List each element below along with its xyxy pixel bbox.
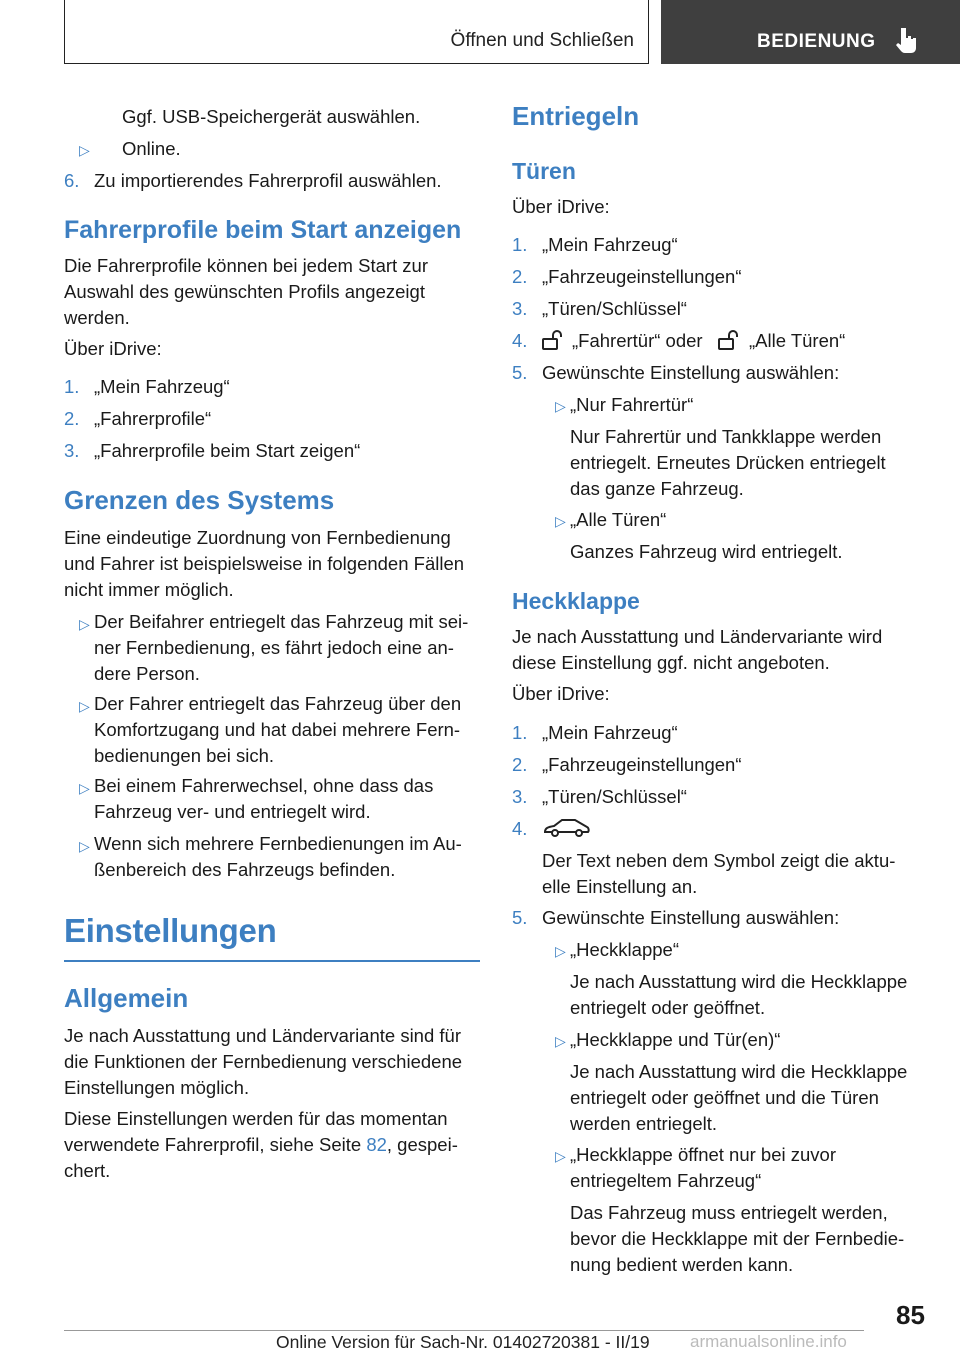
step-number: 4.: [512, 330, 528, 351]
text-line: Über iDrive:: [64, 338, 162, 359]
heading-settings: Einstellungen: [64, 912, 277, 949]
page-number: 85: [896, 1300, 925, 1330]
text-line: Gewünschte Einstellung auswählen:: [542, 907, 840, 928]
car-tailgate-icon: [542, 817, 592, 839]
page-link[interactable]: 82: [366, 1134, 387, 1155]
step-number: 2.: [64, 408, 80, 429]
text-line: „Türen/Schlüssel“: [542, 298, 687, 319]
text-line: Fahrzeug ver- und entriegelt wird.: [94, 801, 371, 822]
header-chapter-title: BEDIENUNG: [757, 31, 876, 52]
text-line: ßenbereich des Fahrzeugs befinden.: [94, 859, 396, 880]
text-line: ner Fernbedienung, es fährt jedoch eine an‐: [94, 637, 454, 658]
text-line: dere Person.: [94, 663, 200, 684]
bullet-triangle-icon: ▷: [555, 1033, 566, 1049]
text-line: elle Einstellung an.: [542, 876, 698, 897]
step-number: 3.: [512, 786, 528, 807]
watermark: armanualsonline.info: [690, 1332, 847, 1351]
unlock-padlock-icon: [542, 330, 564, 350]
text-line: Auswahl des gewünschten Profils angezeigt: [64, 281, 425, 302]
bullet-triangle-icon: ▷: [79, 616, 90, 632]
text-line: werden.: [64, 307, 130, 328]
text-line: Gewünschte Einstellung auswählen:: [542, 362, 840, 383]
text-line: nung bedient werden kann.: [570, 1254, 794, 1275]
text-line: Wenn sich mehrere Fernbedienungen im Au‐: [94, 833, 462, 854]
text-line: Ggf. USB-Speichergerät auswählen.: [122, 106, 421, 127]
text-line: Der Beifahrer entriegelt das Fahrzeug mit sei‐: [94, 611, 469, 632]
step-number: 1.: [64, 376, 80, 397]
heading-general: Allgemein: [64, 983, 189, 1013]
text-line: Der Text neben dem Symbol zeigt die aktu‐: [542, 850, 896, 871]
settings-divider: [64, 960, 480, 962]
text-line: „Fahrzeugeinstellungen“: [542, 266, 742, 287]
text-line: [64, 1132, 458, 1158]
text-line: „Heckklappe“: [570, 939, 679, 960]
text-line: Je nach Ausstattung wird die Heckklappe: [570, 1061, 908, 1082]
text-line: Die Fahrerprofile können bei jedem Start zur: [64, 255, 429, 276]
text-line: nicht immer möglich.: [64, 579, 234, 600]
text-line: Je nach Ausstattung und Ländervariante sind für: [64, 1025, 461, 1046]
text-line: „Türen/Schlüssel“: [542, 786, 687, 807]
text-line: „Alle Türen“: [749, 330, 846, 351]
text-line: bevor die Heckklappe mit der Fernbedie‐: [570, 1228, 905, 1249]
text-line: „Fahrzeugeinstellungen“: [542, 754, 742, 775]
text-line: „Mein Fahrzeug“: [94, 376, 230, 397]
step-number: 6.: [64, 170, 80, 191]
bullet-triangle-icon: ▷: [555, 1148, 566, 1164]
step-number: 4.: [512, 818, 528, 839]
bullet-triangle-icon: ▷: [79, 698, 90, 714]
text-line: Online.: [122, 138, 181, 159]
step-number: 3.: [512, 298, 528, 319]
unlock-padlock-icon: [718, 330, 740, 350]
header-chapter-box: [661, 0, 960, 64]
text-line: „Alle Türen“: [570, 509, 667, 530]
text-line: „Mein Fahrzeug“: [542, 722, 678, 743]
text-line: Je nach Ausstattung wird die Heckklappe: [570, 971, 908, 992]
heading-unlock: Entriegeln: [512, 101, 640, 131]
bullet-triangle-icon: ▷: [555, 513, 566, 529]
text-line: Eine eindeutige Zuordnung von Fernbedienung: [64, 527, 451, 548]
header-section-title: Öffnen und Schließen: [450, 30, 634, 51]
text-line: „Fahrerprofile“: [94, 408, 212, 429]
text-line: entriegelt oder geöffnet.: [570, 997, 766, 1018]
bullet-triangle-icon: ▷: [79, 780, 90, 796]
text-line: „Heckklappe und Tür(en)“: [570, 1029, 781, 1050]
step-number: 1.: [512, 722, 528, 743]
text-line: Bei einem Fahrerwechsel, ohne dass das: [94, 775, 434, 796]
footer-online-version: Online Version für Sach-Nr. 01402720381 - II/19: [276, 1332, 650, 1352]
step-number: 2.: [512, 754, 528, 775]
text-line: diese Einstellung ggf. nicht angeboten.: [512, 652, 830, 673]
text-line: werden entriegelt.: [570, 1113, 718, 1134]
text-line: Der Fahrer entriegelt das Fahrzeug über den: [94, 693, 462, 714]
text-line: Zu importierendes Fahrerprofil auswählen.: [94, 170, 442, 191]
text-line: chert.: [64, 1160, 111, 1181]
text-line: Je nach Ausstattung und Ländervariante wird: [512, 626, 883, 647]
text-line: das ganze Fahrzeug.: [570, 478, 744, 499]
text-line: entriegeltem Fahrzeug“: [570, 1170, 762, 1191]
text-line: „Heckklappe öffnet nur bei zuvor: [570, 1144, 837, 1165]
step-number: 3.: [64, 440, 80, 461]
hand-pointer-icon: [895, 26, 919, 54]
step-number: 1.: [512, 234, 528, 255]
text-line: „Nur Fahrertür“: [570, 394, 694, 415]
step-number: 5.: [512, 907, 528, 928]
text-line: entriegelt oder geöffnet und die Türen: [570, 1087, 879, 1108]
text-span: verwendete Fahrerprofil, siehe Seite: [64, 1134, 367, 1155]
bullet-triangle-icon: ▷: [555, 398, 566, 414]
text-line: „Fahrerprofile beim Start zeigen“: [94, 440, 361, 461]
text-line: bedienungen bei sich.: [94, 745, 275, 766]
heading-tailgate: Heckklappe: [512, 588, 640, 614]
text-span: , gespei‐: [386, 1134, 458, 1155]
text-line: Komfortzugang und hat dabei mehrere Fern‐: [94, 719, 461, 740]
heading-doors: Türen: [512, 158, 576, 184]
text-line: Diese Einstellungen werden für das momentan: [64, 1108, 448, 1129]
text-line: „Fahrertür“ oder: [572, 330, 703, 351]
text-line: Über iDrive:: [512, 683, 610, 704]
text-line: Einstellungen möglich.: [64, 1077, 250, 1098]
text-line: Über iDrive:: [512, 196, 610, 217]
bullet-triangle-icon: ▷: [555, 943, 566, 959]
text-line: die Funktionen der Fernbedienung verschiedene: [64, 1051, 463, 1072]
header-section-box: [64, 0, 649, 64]
bullet-triangle-icon: ▷: [79, 838, 90, 854]
footer-divider: [64, 1330, 864, 1331]
text-line: Das Fahrzeug muss entriegelt werden,: [570, 1202, 888, 1223]
step-number: 2.: [512, 266, 528, 287]
text-line: Nur Fahrertür und Tankklappe werden: [570, 426, 882, 447]
text-line: entriegelt. Erneutes Drücken entriegelt: [570, 452, 886, 473]
step-number: 5.: [512, 362, 528, 383]
bullet-triangle-icon: ▷: [79, 142, 90, 158]
heading-driver-profiles: Fahrerprofile beim Start anzeigen: [64, 216, 462, 244]
text-line: „Mein Fahrzeug“: [542, 234, 678, 255]
heading-system-limits: Grenzen des Systems: [64, 485, 335, 515]
text-line: und Fahrer ist beispielsweise in folgenden Fällen: [64, 553, 465, 574]
text-line: Ganzes Fahrzeug wird entriegelt.: [570, 541, 843, 562]
